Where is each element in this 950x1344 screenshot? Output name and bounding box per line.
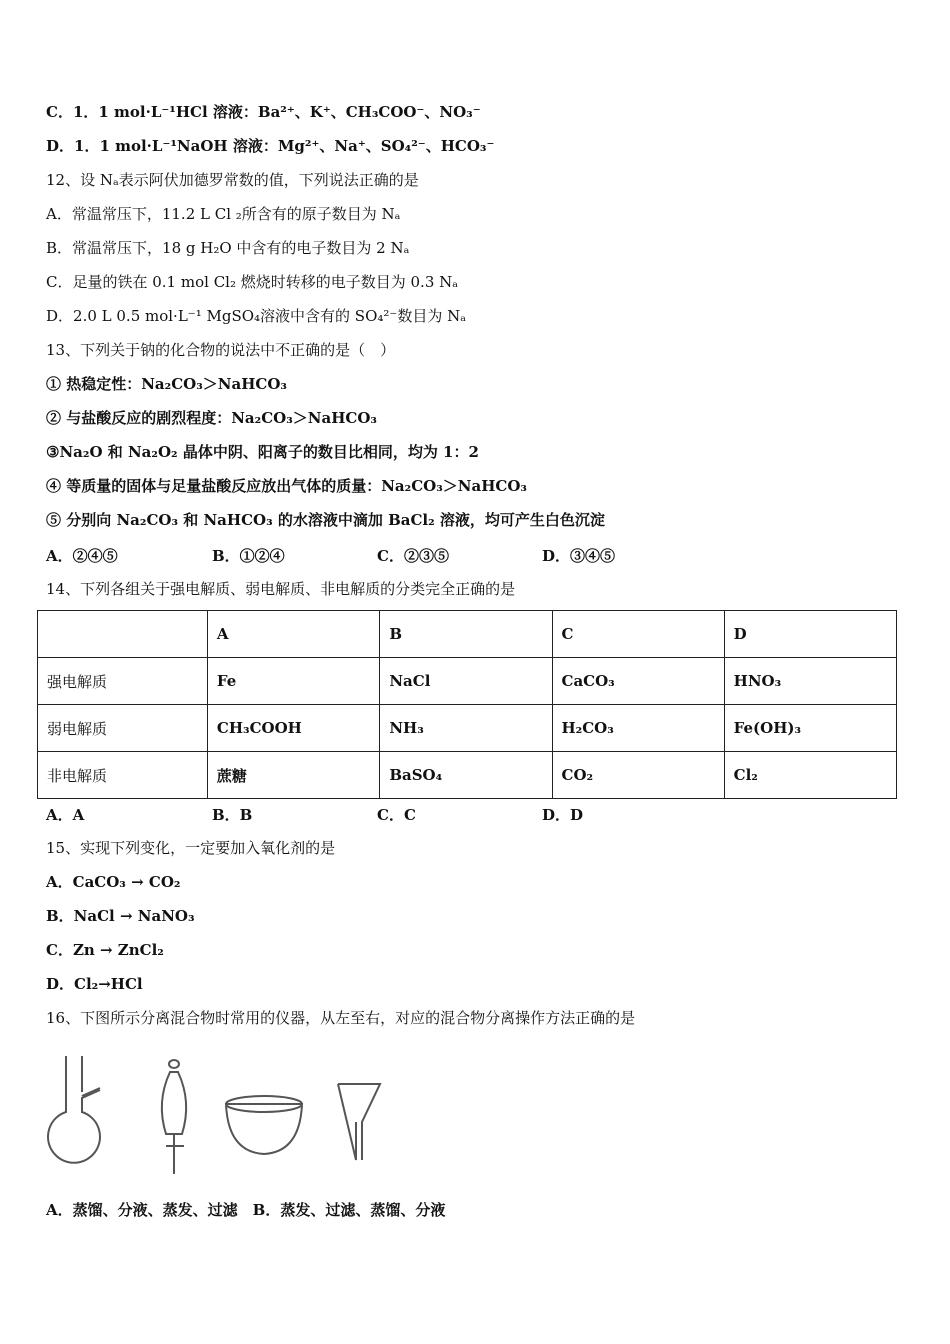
- q13-statement-4: ④ 等质量的固体与足量盐酸反应放出气体的质量：Na₂CO₃＞NaHCO₃: [46, 477, 527, 495]
- row-label: 强电解质: [38, 658, 208, 705]
- table-cell: Fe(OH)₃: [724, 705, 896, 752]
- evaporating-dish-icon: [226, 1096, 302, 1154]
- table-cell: [38, 611, 208, 658]
- table-row: [38, 658, 897, 705]
- table-cell: CH₃COOH: [207, 705, 379, 752]
- table-cell: Fe: [207, 658, 379, 705]
- table-cell: 蔗糖: [207, 752, 379, 799]
- table-cell: HNO₃: [724, 658, 896, 705]
- q16-stem: 16、下图所示分离混合物时常用的仪器，从左至右，对应的混合物分离操作方法正确的是: [46, 1009, 636, 1027]
- table-cell: NaCl: [380, 658, 552, 705]
- filter-funnel-icon: [338, 1084, 380, 1160]
- q13-option-b: B．①②④: [212, 547, 285, 565]
- q14-option-a: A．A: [46, 806, 85, 824]
- q13-stem: 13、下列关于钠的化合物的说法中不正确的是（ ）: [46, 341, 396, 359]
- table-cell: CO₂: [552, 752, 724, 799]
- q15-option-a: A．CaCO₃ → CO₂: [46, 873, 181, 891]
- table-cell: H₂CO₃: [552, 705, 724, 752]
- q15-stem: 15、实现下列变化，一定要加入氧化剂的是: [46, 839, 336, 857]
- q11-option-c: C．1．1 mol·L⁻¹HCl 溶液：Ba²⁺、K⁺、CH₃COO⁻、NO₃⁻: [46, 103, 481, 121]
- table-cell: Cl₂: [724, 752, 896, 799]
- q12-option-a: A．常温常压下，11.2 L Cl ₂所含有的原子数目为 Nₐ: [46, 205, 401, 223]
- q12-option-b: B．常温常压下，18 g H₂O 中含有的电子数目为 2 Nₐ: [46, 239, 410, 257]
- q15-option-c: C．Zn → ZnCl₂: [46, 941, 164, 959]
- table-cell: CaCO₃: [552, 658, 724, 705]
- row-label: 弱电解质: [38, 705, 208, 752]
- electrolyte-table: [37, 610, 897, 799]
- lab-apparatus-figure: [44, 1042, 389, 1182]
- q13-statement-5: ⑤ 分别向 Na₂CO₃ 和 NaHCO₃ 的水溶液中滴加 BaCl₂ 溶液，均可产生白色沉淀: [46, 511, 605, 529]
- table-cell: BaSO₄: [380, 752, 552, 799]
- q16-options: A．蒸馏、分液、蒸发、过滤 B．蒸发、过滤、蒸馏、分液: [46, 1201, 446, 1219]
- table-cell: NH₃: [380, 705, 552, 752]
- q13-option-c: C．②③⑤: [377, 547, 449, 565]
- row-label: 非电解质: [38, 752, 208, 799]
- q14-stem: 14、下列各组关于强电解质、弱电解质、非电解质的分类完全正确的是: [46, 580, 516, 598]
- q12-option-d: D．2.0 L 0.5 mol·L⁻¹ MgSO₄溶液中含有的 SO₄²⁻数目为 Nₐ: [46, 307, 466, 325]
- q13-statement-3: ③Na₂O 和 Na₂O₂ 晶体中阴、阳离子的数目比相同，均为 1：2: [46, 443, 479, 461]
- q12-option-c: C．足量的铁在 0.1 mol Cl₂ 燃烧时转移的电子数目为 0.3 Nₐ: [46, 273, 459, 291]
- table-row: [38, 705, 897, 752]
- q14-option-c: C．C: [377, 806, 416, 824]
- separatory-funnel-icon: [162, 1060, 186, 1174]
- q13-statement-1: ① 热稳定性：Na₂CO₃＞NaHCO₃: [46, 375, 287, 393]
- table-header-cell: A: [207, 611, 379, 658]
- q13-option-a: A．②④⑤: [46, 547, 118, 565]
- q15-option-d: D．Cl₂→HCl: [46, 975, 143, 993]
- q12-stem: 12、设 Nₐ表示阿伏加德罗常数的值，下列说法正确的是: [46, 171, 419, 189]
- q14-option-d: D．D: [542, 806, 584, 824]
- table-row: [38, 752, 897, 799]
- q13-option-d: D．③④⑤: [542, 547, 616, 565]
- q11-option-d: D．1．1 mol·L⁻¹NaOH 溶液：Mg²⁺、Na⁺、SO₄²⁻、HCO₃⁻: [46, 137, 495, 155]
- distillation-flask-icon: [48, 1056, 100, 1163]
- q14-option-b: B．B: [212, 806, 253, 824]
- table-header-cell: B: [380, 611, 552, 658]
- table-header-row: [38, 611, 897, 658]
- table-header-cell: D: [724, 611, 896, 658]
- table-header-cell: C: [552, 611, 724, 658]
- q13-statement-2: ② 与盐酸反应的剧烈程度：Na₂CO₃＞NaHCO₃: [46, 409, 377, 427]
- q15-option-b: B．NaCl → NaNO₃: [46, 907, 195, 925]
